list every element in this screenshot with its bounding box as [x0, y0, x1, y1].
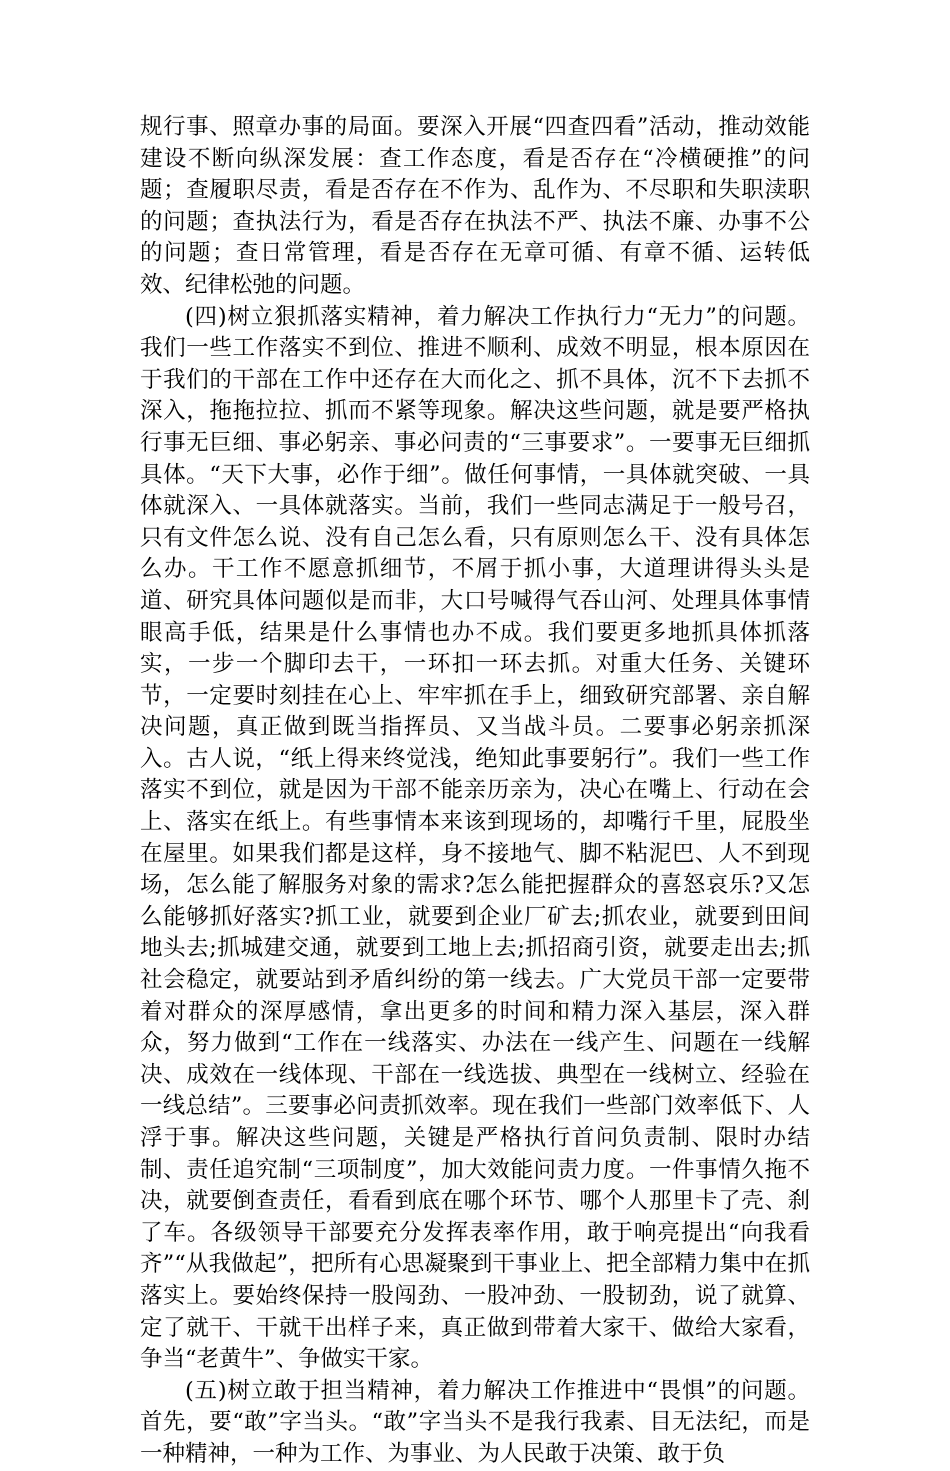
- paragraph-section-four: (四)树立狠抓落实精神，着力解决工作执行力“无力”的问题。我们一些工作落实不到位、推进不顺利、成效不明显，根本原因在于我们的干部在工作中还存在大而化之、抓不具体，沉不下去抓不深入，拖拖拉拉、抓而不紧等现象。解决这些问题，就是要严格执行事无巨细、事必躬亲、事必问责的“三事要求”。一要事无巨细抓具体。“天下大事，必作于细”。做任何事情，一具体就突破、一具体就深入、一具体就落实。当前，我们一些同志满足于一般号召，只有文件怎么说、没有自己怎么看，只有原则怎么干、没有具体怎么办。干工作不愿意抓细节，不屑于抓小事，大道理讲得头头是道、研究具体问题似是而非，大口号喊得气吞山河、处理具体事情眼高手低，结果是什么事情也办不成。我们要更多地抓具体抓落实，一步一个脚印去干，一环扣一环去抓。对重大任务、关键环节，一定要时刻挂在心上、牢牢抓在手上，细致研究部署、亲自解决问题，真正做到既当指挥员、又当战斗员。二要事必躬亲抓深入。古人说，“纸上得来终觉浅，绝知此事要躬行”。我们一些工作落实不到位，就是因为干部不能亲历亲为，决心在嘴上、行动在会上、落实在纸上。有些事情本来该到现场的，却嘴行千里，屁股坐在屋里。如果我们都是这样，身不接地气、脚不粘泥巴、人不到现场，怎么能了解服务对象的需求?怎么能把握群众的喜怒哀乐?又怎么能够抓好落实?抓工业，就要到企业厂矿去;抓农业，就要到田间地头去;抓城建交通，就要到工地上去;抓招商引资，就要走出去;抓社会稳定，就要站到矛盾纠纷的第一线去。广大党员干部一定要带着对群众的深厚感情，拿出更多的时间和精力深入基层，深入群众，努力做到“工作在一线落实、办法在一线产生、问题在一线解决、成效在一线体现、干部在一线选拔、典型在一线树立、经验在一线总结”。三要事必问责抓效率。现在我们一些部门效率低下、人浮于事。解决这些问题，关键是严格执行首问负责制、限时办结制、责任追究制“三项制度”，加大效能问责力度。一件事情久拖不决，就要倒查责任，看看到底在哪个环节、哪个人那里卡了壳、刹了车。各级领导干部要充分发挥表率作用，敢于响亮提出“向我看齐”“从我做起”，把所有心思凝聚到干事业上、把全部精力集中在抓落实上。要始终保持一股闯劲、一股冲劲、一股韧劲，说了就算、定了就干、干就干出样子来，真正做到带着大家干、做给大家看，争当“老黄牛”、争做实干家。: [140, 303, 810, 1373]
- document-page: [140, 112, 810, 1471]
- paragraph-section-five: (五)树立敢于担当精神，着力解决工作推进中“畏惧”的问题。首先，要“敢”字当头。“敢”字当头不是我行我素、目无法纪，而是一种精神，一种为工作、为事业、为人民敢于决策、敢于负: [140, 1377, 810, 1467]
- paragraph-continuation: 规行事、照章办事的局面。要深入开展“四查四看”活动，推动效能建设不断向纵深发展：查工作态度，看是否存在“冷横硬推”的问题；查履职尽责，看是否存在不作为、乱作为、不尽职和失职渎职的问题；查执法行为，看是否存在执法不严、执法不廉、办事不公的问题；查日常管理，看是否存在无章可循、有章不循、运转低效、纪律松弛的问题。: [140, 114, 810, 298]
